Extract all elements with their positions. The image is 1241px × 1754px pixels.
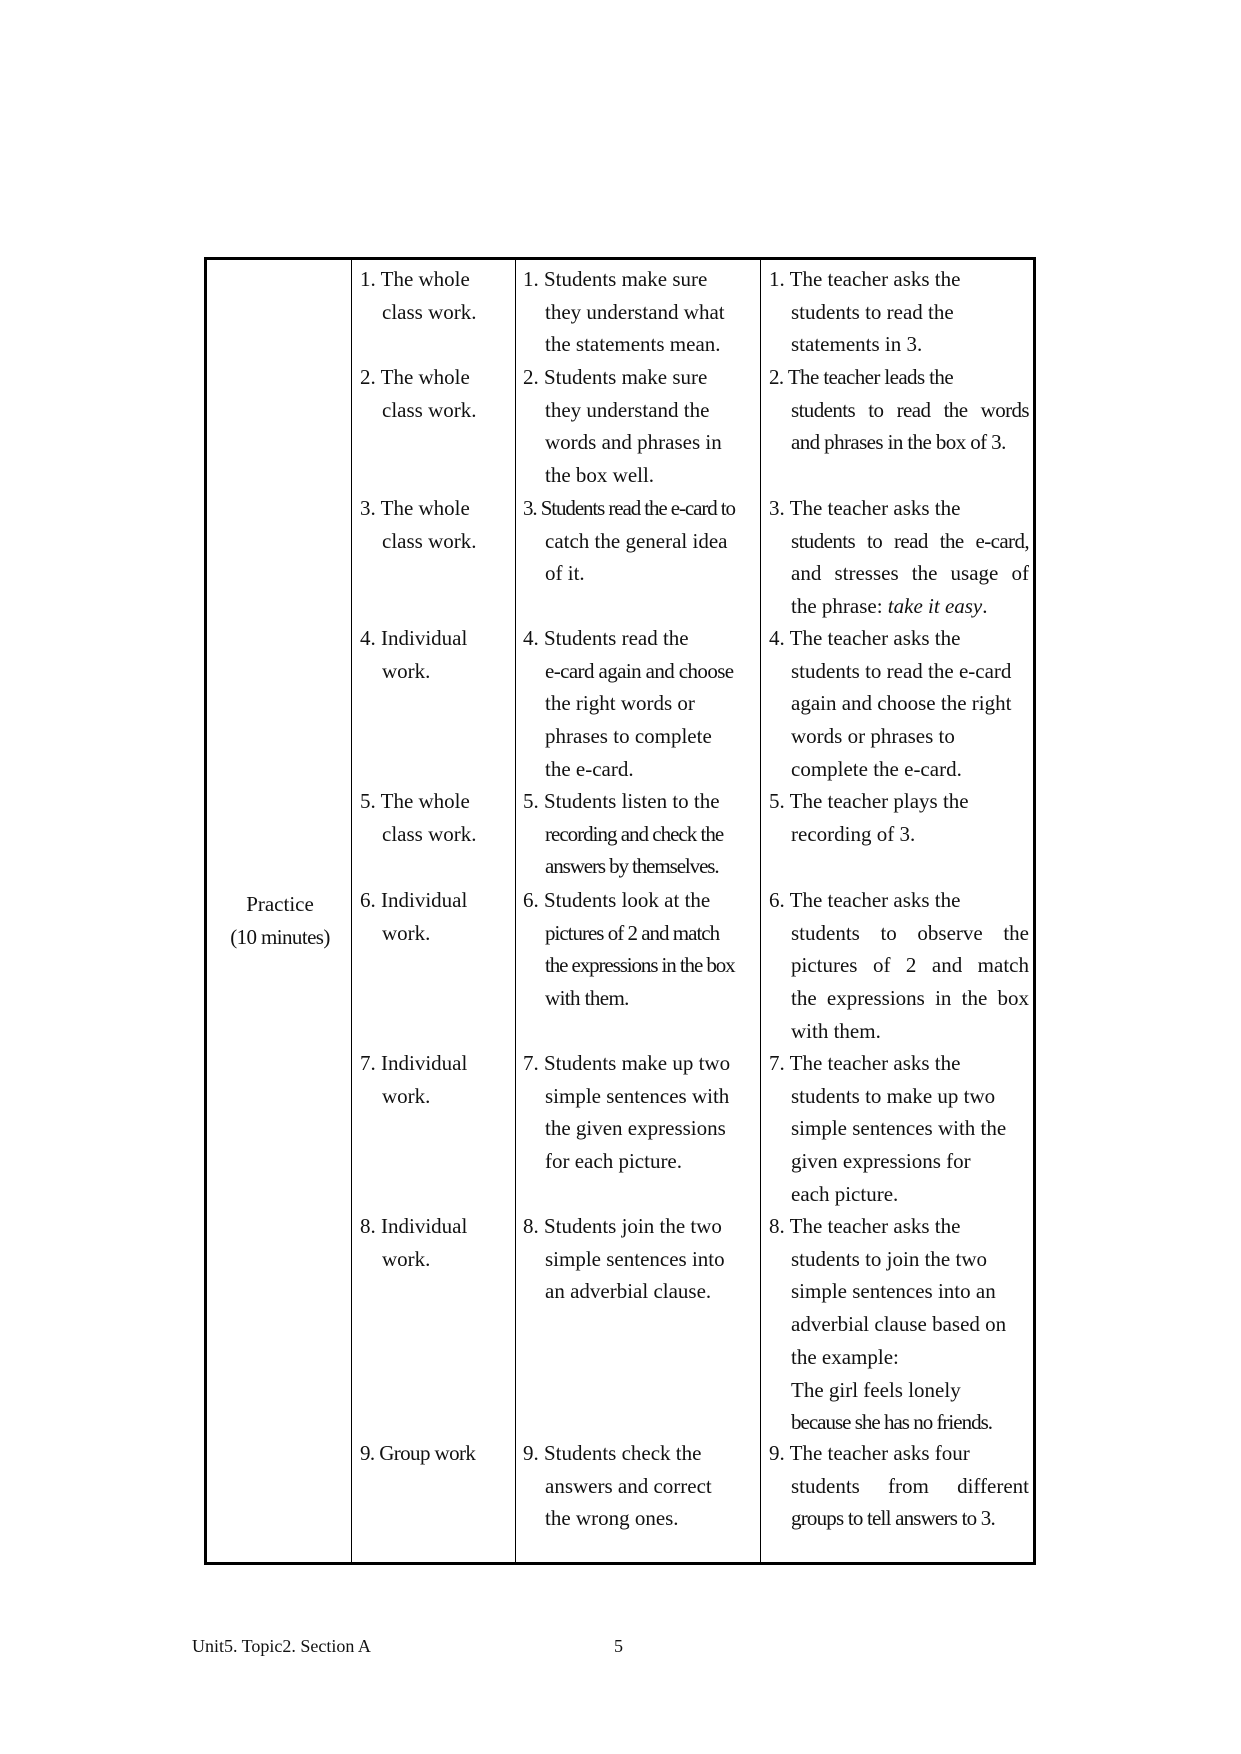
cell-line: groups to tell answers to 3. (791, 1506, 995, 1531)
cell-line: 2. The teacher leads the (769, 365, 954, 389)
cell-line: the right words or (545, 691, 695, 716)
student-cell-3 (523, 492, 751, 590)
cell-line: 6. Individual (360, 888, 468, 912)
student-cell-5 (523, 785, 751, 883)
cell-line: 4. Individual (360, 626, 468, 650)
cell-line: students to join the two (791, 1246, 987, 1271)
cell-line: simple sentences with the (791, 1116, 1007, 1141)
cell-line: the wrong ones. (545, 1506, 679, 1531)
student-cell-1 (523, 263, 751, 361)
teacher-cell-2 (769, 361, 1029, 459)
student-cell-8 (523, 1210, 751, 1308)
cell-line: the given expressions (545, 1116, 726, 1141)
student-cell-9 (523, 1437, 751, 1535)
student-cell-4 (523, 622, 751, 786)
form-cell-9 (360, 1437, 475, 1470)
cell-line: 1. The whole (360, 267, 470, 291)
cell-line (769, 590, 1029, 623)
column-divider (515, 260, 516, 1562)
stage-label: Practice (246, 892, 314, 916)
form-cell-7 (360, 1047, 467, 1112)
teacher-cell-6 (769, 884, 1029, 1048)
cell-line: 9. Students check the (523, 1441, 702, 1465)
cell-line: again and choose the right (791, 691, 1012, 716)
form-cell-1 (360, 263, 476, 328)
teacher-cell-4 (769, 622, 1029, 786)
cell-line: 6. The teacher asks the (769, 888, 961, 912)
cell-line: because she has no friends. (791, 1410, 993, 1435)
cell-line: complete the e-card. (791, 756, 962, 781)
cell-line: students to read the (791, 299, 954, 324)
cell-line: 9. Group work (360, 1441, 476, 1465)
cell-line: students to read the e-card (791, 658, 1012, 683)
footer-section-label: Unit5. Topic2. Section A (192, 1636, 371, 1656)
cell-line: The girl feels lonely (791, 1377, 961, 1402)
phrase-prefix: the phrase: (791, 594, 888, 619)
cell-line: simple sentences into (545, 1246, 725, 1271)
cell-line: 7. Students make up two (523, 1051, 731, 1075)
cell-line: 4. The teacher asks the (769, 626, 961, 650)
cell-line: 6. Students look at the (523, 888, 711, 912)
stage-duration: (10 minutes) (230, 925, 330, 949)
cell-line: recording of 3. (791, 821, 916, 846)
cell-line: simple sentences into an (791, 1279, 996, 1304)
cell-line: 7. Individual (360, 1051, 468, 1075)
form-cell-8 (360, 1210, 467, 1275)
cell-line: of it. (545, 561, 585, 586)
cell-line: work. (382, 658, 431, 683)
cell-line: phrases to complete (545, 724, 712, 749)
cell-line: and phrases in the box of 3. (791, 430, 1006, 455)
teacher-cell-8 (769, 1210, 1029, 1439)
cell-line: class work. (382, 528, 477, 553)
cell-line: students to read the e-card, (791, 528, 1029, 553)
cell-line: the example: (791, 1344, 899, 1369)
cell-line: the statements mean. (545, 332, 721, 357)
cell-line: class work. (382, 299, 477, 324)
form-cell-4 (360, 622, 467, 687)
cell-line: 5. The whole (360, 789, 470, 813)
cell-line: work. (382, 1083, 431, 1108)
cell-line: answers and correct (545, 1473, 712, 1498)
teacher-cell-5 (769, 785, 1029, 850)
cell-line: 5. Students listen to the (523, 789, 720, 813)
cell-line: e-card again and choose (545, 658, 734, 683)
cell-line: students from different (791, 1473, 1029, 1498)
cell-line: with them. (791, 1018, 881, 1043)
cell-line: students to observe the (791, 920, 1029, 945)
cell-line: catch the general idea (545, 528, 728, 553)
cell-line: 2. Students make sure (523, 365, 708, 389)
teacher-cell-7 (769, 1047, 1029, 1211)
cell-line: they understand what (545, 299, 725, 324)
stage-cell (207, 888, 353, 954)
cell-line: 4. Students read the (523, 626, 689, 650)
teacher-cell-3 (769, 492, 1029, 623)
cell-line: the expressions in the box (545, 953, 735, 978)
cell-line: with them. (545, 986, 629, 1011)
cell-line: adverbial clause based on (791, 1312, 1007, 1337)
cell-line: each picture. (791, 1181, 899, 1206)
form-cell-6 (360, 884, 467, 949)
lesson-table (204, 257, 1036, 1565)
cell-line: given expressions for (791, 1149, 971, 1174)
cell-line: and stresses the usage of (791, 561, 1029, 586)
cell-line: simple sentences with (545, 1083, 730, 1108)
cell-line: students to make up two (791, 1083, 996, 1108)
cell-line: words and phrases in (545, 430, 722, 455)
cell-line: 8. Students join the two (523, 1214, 722, 1238)
cell-line: 9. The teacher asks four (769, 1441, 970, 1465)
cell-line: students to read the words (791, 397, 1029, 422)
cell-line: the box well. (545, 463, 655, 488)
italic-phrase: take it easy (887, 594, 983, 619)
student-cell-2 (523, 361, 751, 492)
cell-line: 7. The teacher asks the (769, 1051, 961, 1075)
form-cell-5 (360, 785, 476, 850)
cell-line: 8. Individual (360, 1214, 468, 1238)
phrase-end: . (982, 594, 988, 619)
form-cell-2 (360, 361, 476, 426)
cell-line: for each picture. (545, 1149, 683, 1174)
cell-line: class work. (382, 821, 477, 846)
teacher-cell-1 (769, 263, 1029, 361)
cell-line: answers by themselves. (545, 854, 719, 879)
cell-line: an adverbial clause. (545, 1279, 712, 1304)
cell-line: work. (382, 920, 431, 945)
cell-line: 3. The teacher asks the (769, 496, 961, 520)
cell-line: 3. Students read the e-card to (523, 496, 735, 520)
form-cell-3 (360, 492, 476, 557)
teacher-cell-9 (769, 1437, 1029, 1535)
cell-line: 8. The teacher asks the (769, 1214, 961, 1238)
cell-line: pictures of 2 and match (545, 920, 720, 945)
cell-line: the e-card. (545, 756, 634, 781)
cell-line: 1. The teacher asks the (769, 267, 961, 291)
column-divider (760, 260, 761, 1562)
cell-line: 5. The teacher plays the (769, 789, 969, 813)
student-cell-6 (523, 884, 751, 1015)
cell-line: 1. Students make sure (523, 267, 708, 291)
cell-line: class work. (382, 397, 477, 422)
cell-line: they understand the (545, 397, 710, 422)
cell-line: words or phrases to (791, 724, 955, 749)
cell-line: the expressions in the box (791, 986, 1029, 1011)
cell-line: pictures of 2 and match (791, 953, 1029, 978)
cell-line: statements in 3. (791, 332, 923, 357)
cell-line: work. (382, 1246, 431, 1271)
cell-line: recording and check the (545, 821, 724, 846)
page-number: 5 (614, 1636, 623, 1656)
cell-line: 2. The whole (360, 365, 470, 389)
cell-line: 3. The whole (360, 496, 470, 520)
student-cell-7 (523, 1047, 751, 1178)
